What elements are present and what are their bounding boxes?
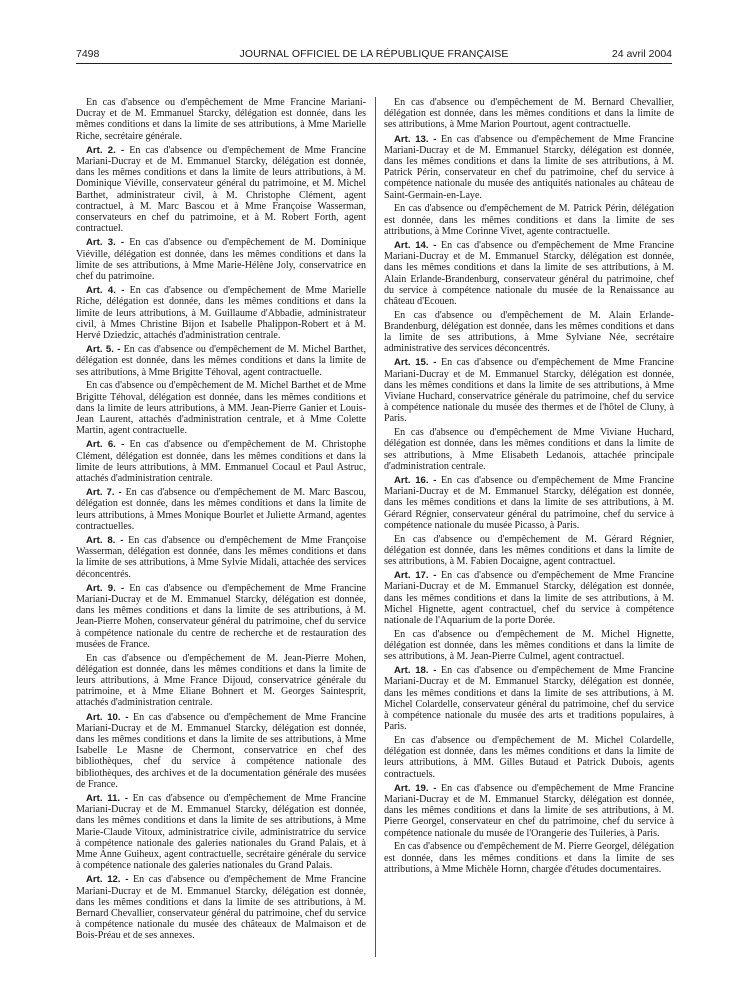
article-paragraph	[76, 439, 366, 484]
paragraph-text: En cas d'absence ou d'empêchement de M. Michel Barthet et de Mme Brigitte Téhoval, délégation est donnée, dans les mêmes conditions et dans la limite de leurs attributions, à MM. Jean-Pierre Ganier et Louis-Jean Laurent, attachés d'administration centrale, et à Mme Colette Martin, agent contractuelle.	[76, 380, 366, 437]
page-header	[76, 48, 672, 62]
paragraph-text: En cas d'absence ou d'empêchement de Mme Francine Mariani-Ducray et de M. Emmanuel Starcky, délégation est donnée, dans les mêmes conditions et dans la limite de leurs attributions, à M. Dominique Viéville, conservateur général du patrimoine, et M. Michel Barthet, administrateur civil, à M. Christophe Clément, agent contractuel, à M. Marc Bascou et à Mme Françoise Wasserman, conservateurs en chef du patrimoine, et à M. Robert Forth, agent contractuel.	[76, 144, 366, 235]
article-label: Art. 8. -	[86, 535, 124, 547]
paragraph-text: En cas d'absence ou d'empêchement de Mme Francine Mariani-Ducray et de M. Emmanuel Starcky, délégation est donnée, dans les mêmes conditions et dans la limite de ses attributions, à M. Gérard Régnier, conservateur général du patrimoine, chef du service à compétence nationale du musée Picasso, à Paris.	[384, 475, 674, 531]
paragraph-text: En cas d'absence ou d'empêchement de Mme Francine Mariani-Ducray et de M. Emmanuel Starcky, délégation est donnée, dans les mêmes conditions et dans la limite de ses attributions, à M. Bernard Chevallier, conservateur général du patrimoine, chef du service à compétence nationale du musée des châteaux de Malmaison et de Bois-Préau et de ses annexes.	[76, 874, 366, 942]
paragraph	[76, 653, 366, 709]
paragraph-text: En cas d'absence ou d'empêchement de M. Pierre Georgel, délégation est donnée, dans les mêmes conditions et dans la limite de ses attributions, à Mme Michèle Hornn, chargée d'études documentaires.	[384, 841, 674, 875]
article-label: Art. 12. -	[86, 874, 129, 886]
article-paragraph	[384, 783, 674, 839]
right-column	[384, 97, 674, 877]
article-label: Art. 18. -	[394, 665, 437, 677]
paragraph-text: En cas d'absence ou d'empêchement de M. Marc Bascou, délégation est donnée, dans les mêmes conditions et dans la limite de leurs attributions, à Mmes Monique Bourlet et Juliette Armand, agentes contractuelles.	[76, 487, 367, 532]
header-rule	[76, 63, 672, 64]
paragraph	[384, 841, 674, 875]
article-paragraph	[384, 475, 674, 531]
article-paragraph	[76, 535, 366, 580]
paragraph-text: En cas d'absence ou d'empêchement de M. Gérard Régnier, délégation est donnée, dans les mêmes conditions et dans la limite de ses attributions, à M. Fabien Docaigne, agent contractuel.	[384, 533, 674, 567]
paragraph-text: En cas d'absence ou d'empêchement de Mme Francine Mariani-Ducray et de M. Emmanuel Starcky, délégation est donnée, dans les mêmes conditions et dans la limite de ses attributions, à Mme Isabelle Le Masne de Chermont, conservatrice en chef des bibliothèques, chef du service à compétence nationale des bibliothèques, des archives et de la documentation générale des musées de France.	[76, 711, 366, 790]
paragraph-text: En cas d'absence ou d'empêchement de Mme Francine Mariani-Ducray et de M. Emmanuel Starcky, délégation est donnée, dans les mêmes conditions et dans la limite de ses attributions, à Mme Marielle Riche, secrétaire générale.	[76, 97, 366, 142]
article-label: Art. 16. -	[394, 475, 437, 486]
paragraph-text: En cas d'absence ou d'empêchement de M. Michel Hignette, délégation est donnée, dans les mêmes conditions et dans la limite de ses attributions, à M. Jean-Pierre Culmel, agent contractuel.	[384, 628, 674, 663]
paragraph-text: En cas d'absence ou d'empêchement de Mme Viviane Huchard, délégation est donnée, dans les mêmes conditions et dans la limite de ses attributions, à Mme Elisabeth Ledanois, attachée principale d'administration centrale.	[384, 427, 674, 472]
article-label: Art. 11. -	[86, 792, 129, 804]
paragraph-text: En cas d'absence ou d'empêchement de Mme Francine Mariani-Ducray et de M. Emmanuel Starcky, délégation est donnée, dans les mêmes conditions et dans la limite de ses attributions, à M. Jean-Pierre Mohen, conservateur général du patrimoine, chef du service à compétence nationale du centre de recherche et de restauration des musées de France.	[76, 582, 366, 650]
article-label: Art. 5. -	[86, 344, 121, 356]
paragraph-text: En cas d'absence ou d'empêchement de Mme Francine Mariani-Ducray et de M. Emmanuel Starcky, délégation est donnée, dans les mêmes conditions et dans la limite de ses attributions, à M. Alain Erlande-Brandenburg, conservateur général du patrimoine, chef du service à compétence nationale du musée de la Renaissance au château d'Ecouen.	[384, 239, 674, 307]
paragraph	[384, 427, 674, 472]
paragraph-text: En cas d'absence ou d'empêchement de M. Christophe Clément, délégation est donnée, dans les mêmes conditions et dans la limite de leurs attributions, à MM. Emmanuel Cocaul et Paul Astruc, attachés d'administration centrale.	[76, 439, 366, 484]
article-paragraph	[384, 665, 674, 732]
paragraph	[384, 97, 674, 131]
paragraph	[76, 97, 366, 142]
article-paragraph	[76, 285, 366, 341]
article-paragraph	[76, 874, 366, 941]
page-number: 7498	[76, 48, 100, 60]
article-paragraph	[76, 583, 366, 650]
paragraph	[384, 310, 674, 355]
article-label: Art. 4. -	[86, 285, 125, 297]
paragraph-text: En cas d'absence ou d'empêchement de Mme Francine Mariani-Ducray et de M. Emmanuel Starcky, délégation est donnée, dans les mêmes conditions et dans la limite de ses attributions, à M. Patrick Périn, conservateur en chef du patrimoine, chef du service à compétence nationale du musée des antiquités nationales au château de Saint-Germain-en-Laye.	[384, 133, 674, 201]
paragraph-text: En cas d'absence ou d'empêchement de M. Jean-Pierre Mohen, délégation est donnée, dans les mêmes conditions et dans la limite de leurs attributions, à Mme France Dijoud, conservatrice générale du patrimoine, et à Mme Eliane Bohnert et M. Georges Saintesprit, attachés d'administration centrale.	[76, 652, 366, 709]
issue-date: 24 avril 2004	[611, 48, 672, 60]
article-label: Art. 2. -	[86, 144, 125, 156]
article-paragraph	[384, 570, 674, 626]
paragraph-text: En cas d'absence ou d'empêchement de Mme Francine Mariani-Ducray et de M. Emmanuel Starcky, délégation est donnée, dans les mêmes conditions et dans la limite de ses attributions, à M. Pierre Georgel, conservateur en chef du patrimoine, chef du service à compétence nationale du musée de l'Orangerie des Tuileries, à Paris.	[384, 782, 674, 839]
paragraph-text: En cas d'absence ou d'empêchement de Mme Francine Mariani-Ducray et de M. Emmanuel Starcky, délégation est donnée, dans les mêmes conditions et dans la limite de ses attributions, à Mme Marie-Claude Vitoux, administratrice civile, administratrice du service à compétence nationale des galeries nationales du Grand Palais, et à Mme Anne Guiheux, agent contractuelle, secrétaire générale du service à compétence nationale des galeries nationales du Grand Palais.	[76, 792, 366, 872]
paragraph-text: En cas d'absence ou d'empêchement de M. Patrick Périn, délégation est donnée, dans les mêmes conditions et dans la limite de ses attributions, à Mme Corinne Vivet, agente contractuelle.	[384, 203, 674, 237]
paragraph	[384, 203, 674, 237]
paragraph-text: En cas d'absence ou d'empêchement de Mme Francine Mariani-Ducray et de M. Emmanuel Starcky, délégation est donnée, dans les mêmes conditions et dans la limite de ses attributions, à M. Michel Colardelle, conservateur général du patrimoine, chef du service à compétence nationale du musée des arts et traditions populaires, à Paris.	[384, 665, 674, 733]
article-paragraph	[384, 134, 674, 201]
paragraph	[384, 629, 674, 663]
article-paragraph	[384, 240, 674, 307]
paragraph-text: En cas d'absence ou d'empêchement de M. Michel Barthet, délégation est donnée, dans les mêmes conditions et dans la limite de ses attributions, à Mme Brigitte Téhoval, agent contractuelle.	[76, 344, 366, 378]
article-paragraph	[76, 793, 366, 871]
paragraph-text: En cas d'absence ou d'empêchement de M. Michel Colardelle, délégation est donnée, dans les mêmes conditions et dans la limite de leurs attributions, à MM. Gilles Butaud et Patrick Dubois, agents contractuels.	[384, 734, 674, 780]
article-paragraph	[76, 487, 366, 532]
article-label: Art. 19. -	[394, 782, 437, 794]
paragraph-text: En cas d'absence ou d'empêchement de Mme Francine Mariani-Ducray et de M. Emmanuel Starcky, délégation est donnée, dans les mêmes conditions et dans la limite de ses attributions, à Mme Viviane Huchard, conservatrice générale du patrimoine, chef du service à compétence nationale du musée des thermes et de l'hôtel de Cluny, à Paris.	[384, 357, 674, 425]
paragraph	[384, 735, 674, 780]
article-label: Art. 13. -	[394, 133, 437, 145]
article-label: Art. 7. -	[86, 487, 122, 499]
article-paragraph	[76, 712, 366, 790]
article-label: Art. 14. -	[394, 239, 437, 251]
article-label: Art. 3. -	[86, 237, 125, 249]
article-label: Art. 9. -	[86, 582, 125, 594]
paragraph-text: En cas d'absence ou d'empêchement de Mme Marielle Riche, délégation est donnée, dans les mêmes conditions et dans la limite de leurs attributions, à M. Guillaume d'Abbadie, administrateur civil, à Mmes Christine Bijon et Isabelle Phalippon-Robert et à M. Hervé Dziedzic, attachés d'administration centrale.	[76, 285, 366, 342]
paragraph-text: En cas d'absence ou d'empêchement de M. Alain Erlande-Brandenburg, délégation est donnée, dans les mêmes conditions et dans la limite de ses attributions, à Mme Sylviane Née, secrétaire administrative des services déconcentrés.	[384, 309, 674, 355]
paragraph-text: En cas d'absence ou d'empêchement de M. Bernard Chevallier, délégation est donnée, dans les mêmes conditions et dans la limite de ses attributions, à Mme Marion Pourtout, agent contractuelle.	[384, 97, 674, 131]
article-label: Art. 6. -	[86, 439, 125, 451]
article-paragraph	[384, 357, 674, 424]
paragraph	[76, 380, 366, 436]
article-label: Art. 17. -	[394, 570, 437, 582]
journal-title: JOURNAL OFFICIEL DE LA RÉPUBLIQUE FRANÇAISE	[239, 48, 509, 60]
left-column	[76, 97, 366, 944]
article-paragraph	[76, 344, 366, 378]
article-label: Art. 10. -	[86, 711, 129, 723]
article-paragraph	[76, 237, 366, 282]
column-divider	[375, 97, 376, 957]
paragraph-text: En cas d'absence ou d'empêchement de M. Dominique Viéville, délégation est donnée, dans les mêmes conditions et dans la limite de ses attributions, à Mme Marie-Hélène Joly, conservatrice en chef du patrimoine.	[76, 237, 366, 283]
paragraph-text: En cas d'absence ou d'empêchement de Mme Françoise Wasserman, délégation est donnée, dans les mêmes conditions et dans la limite de ses attributions, à Mme Sylvie Midali, attachée des services déconcentrés.	[76, 535, 366, 580]
article-label: Art. 15. -	[394, 357, 437, 369]
paragraph	[384, 534, 674, 568]
paragraph-text: En cas d'absence ou d'empêchement de Mme Francine Mariani-Ducray et de M. Emmanuel Starcky, délégation est donnée, dans les mêmes conditions et dans la limite de ses attributions, à M. Michel Hignette, agent contractuel, chef du service à compétence nationale de l'Aquarium de la porte Dorée.	[384, 570, 674, 626]
article-paragraph	[76, 145, 366, 235]
